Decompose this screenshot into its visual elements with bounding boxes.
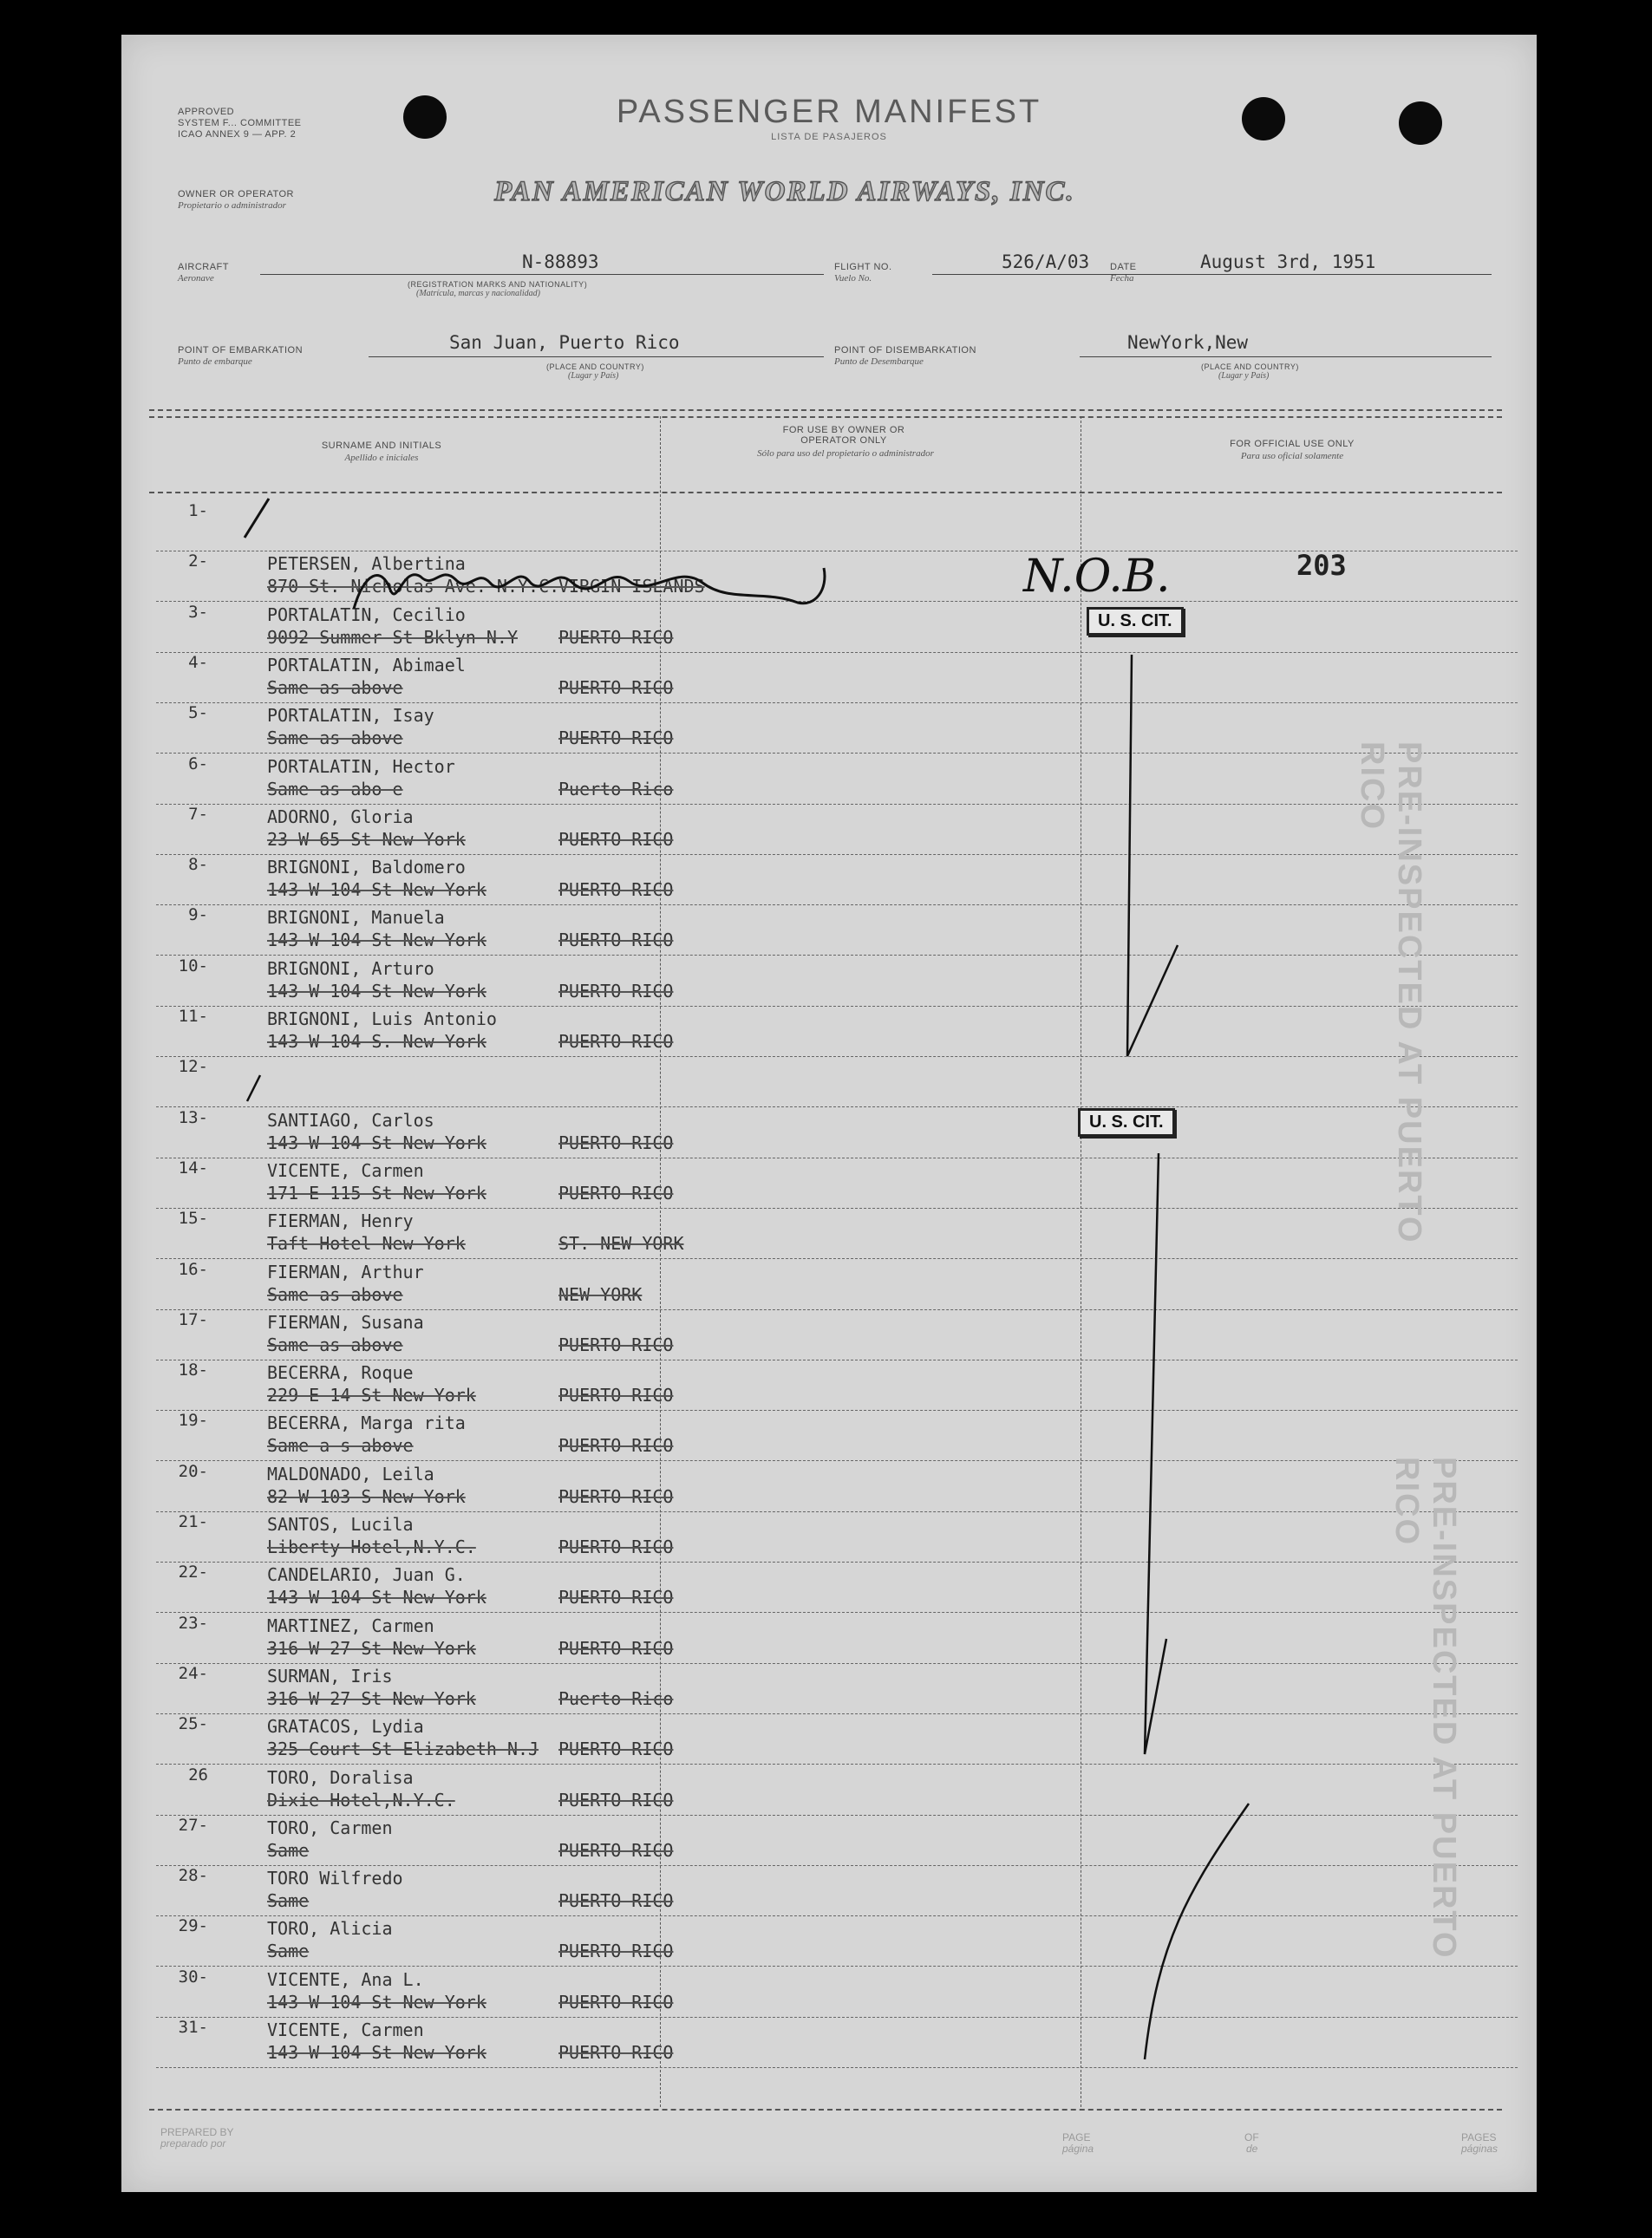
passenger-name: SANTIAGO, Carlos	[267, 1109, 434, 1131]
passenger-address: 9092 Summer St Bklyn N.Y	[267, 626, 518, 648]
embarkation-label-es: Punto de embarque	[178, 356, 252, 367]
row-number: 12-	[178, 1057, 208, 1077]
passenger-origin: PUERTO RICO	[558, 930, 674, 951]
passenger-origin: PUERTO RICO	[558, 1587, 674, 1608]
row-number: 6-	[188, 754, 208, 773]
row-number: 15-	[178, 1209, 208, 1229]
check-line-lower-tail	[1145, 1804, 1249, 2059]
check-line-upper	[1127, 655, 1178, 1056]
passenger-address: Same	[267, 1839, 310, 1861]
row-number: 14-	[178, 1158, 208, 1178]
passenger-address: 143 W 104 St New York	[267, 930, 486, 951]
passenger-address: Same as above	[267, 1334, 403, 1355]
passenger-origin: PUERTO RICO	[558, 676, 674, 698]
passenger-name: PORTALATIN, Abimael	[267, 654, 466, 675]
flight-label: FLIGHT NO.	[834, 262, 892, 272]
flight-label-es: Vuelo No.	[834, 273, 872, 284]
passenger-origin: PUERTO RICO	[558, 1537, 674, 1557]
passenger-address: Same	[267, 1941, 310, 1962]
approval-line: SYSTEM F... COMMITTEE	[178, 118, 302, 128]
passenger-address: 229 E 14 St New York	[267, 1385, 476, 1406]
strike-row-2	[354, 568, 825, 609]
passenger-address: 143 W 104 St New York	[267, 879, 486, 901]
pages-label-es: páginas	[1461, 2143, 1499, 2155]
company-name: PAN AMERICAN WORLD AIRWAYS, INC.	[494, 176, 1075, 207]
prepared-by-label-es: preparado por	[160, 2137, 226, 2150]
passenger-origin: PUERTO RICO	[558, 1941, 674, 1962]
passenger-origin: PUERTO RICO	[558, 1890, 674, 1912]
passenger-name: PORTALATIN, Isay	[267, 705, 434, 727]
passenger-origin: VIRGIN ISLANDS	[558, 576, 705, 597]
passenger-origin: PUERTO RICO	[558, 2042, 674, 2063]
row-number: 20-	[178, 1461, 208, 1481]
passenger-origin: PUERTO RICO	[558, 1385, 674, 1406]
embarkation-value: San Juan, Puerto Rico	[449, 332, 680, 353]
row-number: 25-	[178, 1714, 208, 1734]
passenger-address: 143 W 104 S. New York	[267, 1031, 486, 1052]
passenger-name: GRATACOS, Lydia	[267, 1716, 424, 1738]
passenger-name: MARTINEZ, Carmen	[267, 1615, 434, 1636]
passenger-name: SURMAN, Iris	[267, 1665, 393, 1687]
approval-line: APPROVED	[178, 107, 235, 117]
passenger-address: Same	[267, 1890, 310, 1912]
row-number: 24-	[178, 1663, 208, 1683]
passenger-name: TORO, Doralisa	[267, 1766, 414, 1788]
approval-line: ICAO ANNEX 9 — APP. 2	[178, 129, 297, 140]
row-number: 10-	[178, 956, 208, 975]
passenger-name: BRIGNONI, Arturo	[267, 957, 434, 979]
passenger-name: PORTALATIN, Cecilio	[267, 604, 466, 625]
passenger-address: Taft Hotel New York	[267, 1233, 466, 1255]
checkmark-row-1	[245, 499, 269, 538]
passenger-address: 325 Court St Elizabeth N.J	[267, 1739, 539, 1760]
pre-inspected-stamp: PRE-INSPECTED AT PUERTO RICO	[1388, 1457, 1462, 1960]
passenger-origin: Puerto Rico	[558, 778, 674, 799]
row-number: 27-	[178, 1815, 208, 1835]
row-number: 19-	[178, 1411, 208, 1431]
pages-label: PAGES	[1461, 2131, 1497, 2143]
passenger-origin: PUERTO RICO	[558, 1334, 674, 1355]
passenger-origin: NEW YORK	[558, 1283, 643, 1305]
row-number: 29-	[178, 1916, 208, 1936]
row-number: 26	[188, 1765, 208, 1785]
passenger-origin: PUERTO RICO	[558, 879, 674, 901]
passenger-address: Dixie Hotel,N.Y.C.	[267, 1789, 455, 1811]
passenger-name: BRIGNONI, Manuela	[267, 907, 445, 929]
passenger-origin: PUERTO RICO	[558, 626, 674, 648]
passenger-address: 82 W 103 S New York	[267, 1485, 466, 1507]
passenger-address: 316 W 27 St New York	[267, 1687, 476, 1709]
passenger-address: 143 W 104 St New York	[267, 980, 486, 1002]
passenger-name: VICENTE, Ana L.	[267, 1968, 424, 1990]
passenger-origin: ST. NEW YORK	[558, 1233, 684, 1255]
aircraft-label: AIRCRAFT	[178, 262, 229, 272]
passenger-origin: PUERTO RICO	[558, 1182, 674, 1204]
passenger-address: Liberty Hotel,N.Y.C.	[267, 1537, 476, 1557]
disembarkation-value: NewYork,New	[1127, 332, 1249, 353]
row-number: 2-	[188, 551, 208, 571]
owner-label: OWNER OR OPERATOR	[178, 189, 294, 199]
page-label: PAGE	[1062, 2131, 1091, 2143]
passenger-address: 143 W 104 St New York	[267, 1587, 486, 1608]
passenger-address: 316 W 27 St New York	[267, 1637, 476, 1659]
page-label-es: página	[1062, 2143, 1094, 2155]
us-citizen-stamp: U. S. CIT.	[1087, 607, 1184, 636]
registration-caption: (REGISTRATION MARKS AND NATIONALITY)	[408, 280, 588, 289]
of-label: OF	[1244, 2131, 1259, 2143]
passenger-name: CANDELARIO, Juan G.	[267, 1564, 466, 1586]
column-header-official-use-es: Para uso oficial solamente	[1240, 451, 1344, 461]
passenger-name: SANTOS, Lucila	[267, 1514, 414, 1535]
passenger-name: FIERMAN, Henry	[267, 1210, 414, 1232]
prepared-by-label: PREPARED BY	[160, 2126, 234, 2138]
disembark-place-caption: (PLACE AND COUNTRY)	[1201, 362, 1299, 371]
passenger-origin: PUERTO RICO	[558, 1485, 674, 1507]
passenger-name: BECERRA, Marga rita	[267, 1413, 466, 1434]
passenger-address: 143 W 104 St New York	[267, 1991, 486, 2013]
row-number: 17-	[178, 1309, 208, 1329]
column-header-owner-use: FOR USE BY OWNER OR OPERATOR ONLY	[782, 425, 905, 446]
passenger-origin: Puerto Rico	[558, 1687, 674, 1709]
passenger-address: 171 E 115 St New York	[267, 1182, 486, 1204]
row-number: 28-	[178, 1866, 208, 1886]
passenger-name: PETERSEN, Albertina	[267, 553, 466, 575]
passenger-name: BECERRA, Roque	[267, 1362, 414, 1384]
passenger-origin: PUERTO RICO	[558, 1839, 674, 1861]
passenger-origin: PUERTO RICO	[558, 1991, 674, 2013]
passenger-address: Same as abo e	[267, 778, 403, 799]
flight-number: 526/A/03	[1002, 251, 1090, 272]
embark-place-caption: (PLACE AND COUNTRY)	[546, 362, 644, 371]
passenger-name: MALDONADO, Leila	[267, 1463, 434, 1484]
passenger-address: 143 W 104 St New York	[267, 2042, 486, 2063]
row-number: 4-	[188, 652, 208, 672]
check-line-lower	[1145, 1153, 1166, 1754]
passenger-origin: PUERTO RICO	[558, 1132, 674, 1153]
row-number: 18-	[178, 1360, 208, 1380]
handwritten-marks	[121, 35, 1537, 2192]
passenger-name: TORO Wilfredo	[267, 1868, 403, 1889]
row-number: 3-	[188, 602, 208, 622]
column-header-surname: SURNAME AND INITIALS	[321, 440, 442, 451]
passenger-name: VICENTE, Carmen	[267, 2019, 424, 2040]
date-label-es: Fecha	[1110, 273, 1134, 284]
passenger-origin: PUERTO RICO	[558, 1637, 674, 1659]
row-number: 9-	[188, 905, 208, 925]
page-subtitle: LISTA DE PASAJEROS	[771, 132, 887, 142]
passenger-name: TORO, Carmen	[267, 1817, 393, 1838]
of-label-es: de	[1246, 2143, 1258, 2155]
passenger-address: 23 W 65 St New York	[267, 828, 466, 850]
passenger-origin: PUERTO RICO	[558, 1435, 674, 1457]
date-value: August 3rd, 1951	[1200, 251, 1376, 272]
date-label: DATE	[1110, 262, 1137, 272]
row-number: 7-	[188, 804, 208, 824]
passenger-address: Same as above	[267, 676, 403, 698]
aircraft-value: N-88893	[522, 251, 599, 272]
page-count-note: 203	[1296, 549, 1347, 582]
passenger-name: VICENTE, Carmen	[267, 1159, 424, 1181]
passenger-name: TORO, Alicia	[267, 1918, 393, 1940]
passenger-origin: PUERTO RICO	[558, 728, 674, 749]
column-header-surname-es: Apellido e iniciales	[344, 453, 419, 463]
row-number: 1-	[188, 501, 208, 520]
embark-place-caption-es: (Lugar y País)	[568, 371, 619, 381]
passenger-address: 143 W 104 St New York	[267, 1132, 486, 1153]
passenger-name: FIERMAN, Arthur	[267, 1261, 424, 1282]
registration-caption-es: (Matrícula, marcas y nacionalidad)	[416, 289, 540, 298]
row-number: 5-	[188, 703, 208, 723]
passenger-origin: PUERTO RICO	[558, 1031, 674, 1052]
row-number: 31-	[178, 2018, 208, 2037]
disembarkation-label-es: Punto de Desembarque	[834, 356, 924, 367]
aircraft-label-es: Aeronave	[178, 273, 214, 284]
footer-divider	[149, 2109, 1502, 2111]
row-number: 16-	[178, 1259, 208, 1279]
row-number: 8-	[188, 855, 208, 875]
passenger-origin: PUERTO RICO	[558, 1789, 674, 1811]
passenger-name: BRIGNONI, Baldomero	[267, 857, 466, 878]
passenger-name: ADORNO, Gloria	[267, 806, 414, 827]
manifest-sheet	[121, 35, 1537, 2192]
passenger-address: 870 St. Nicholas Ave. N.Y.C.	[267, 576, 560, 597]
owner-label-es: Propietario o administrador	[178, 200, 286, 211]
nob-annotation: N.O.B.	[1023, 551, 1171, 603]
disembark-place-caption-es: (Lugar y País)	[1218, 371, 1270, 381]
embarkation-label: POINT OF EMBARKATION	[178, 345, 304, 356]
us-citizen-stamp: U. S. CIT.	[1078, 1108, 1175, 1137]
passenger-name: BRIGNONI, Luis Antonio	[267, 1008, 497, 1029]
passenger-address: Same as above	[267, 728, 403, 749]
disembarkation-label: POINT OF DISEMBARKATION	[834, 345, 976, 356]
passenger-address: Same a s above	[267, 1435, 414, 1457]
pre-inspected-stamp: PRE-INSPECTED AT PUERTO RICO	[1354, 741, 1427, 1244]
row-number: 22-	[178, 1563, 208, 1582]
passenger-name: FIERMAN, Susana	[267, 1311, 424, 1333]
row-number: 23-	[178, 1613, 208, 1633]
passenger-name: PORTALATIN, Hector	[267, 755, 455, 777]
row-number: 11-	[178, 1007, 208, 1026]
page-title: PASSENGER MANIFEST	[616, 94, 1042, 130]
row-number: 13-	[178, 1107, 208, 1127]
row-number: 21-	[178, 1512, 208, 1531]
checkmark-row-11	[247, 1075, 260, 1101]
row-number: 30-	[178, 1967, 208, 1987]
column-header-owner-use-es: Sólo para uso del propietario o administrador	[757, 448, 934, 459]
column-header-official-use: FOR OFFICIAL USE ONLY	[1230, 439, 1355, 449]
passenger-origin: PUERTO RICO	[558, 980, 674, 1002]
passenger-origin: PUERTO RICO	[558, 828, 674, 850]
passenger-origin: PUERTO RICO	[558, 1739, 674, 1760]
passenger-address: Same as above	[267, 1283, 403, 1305]
